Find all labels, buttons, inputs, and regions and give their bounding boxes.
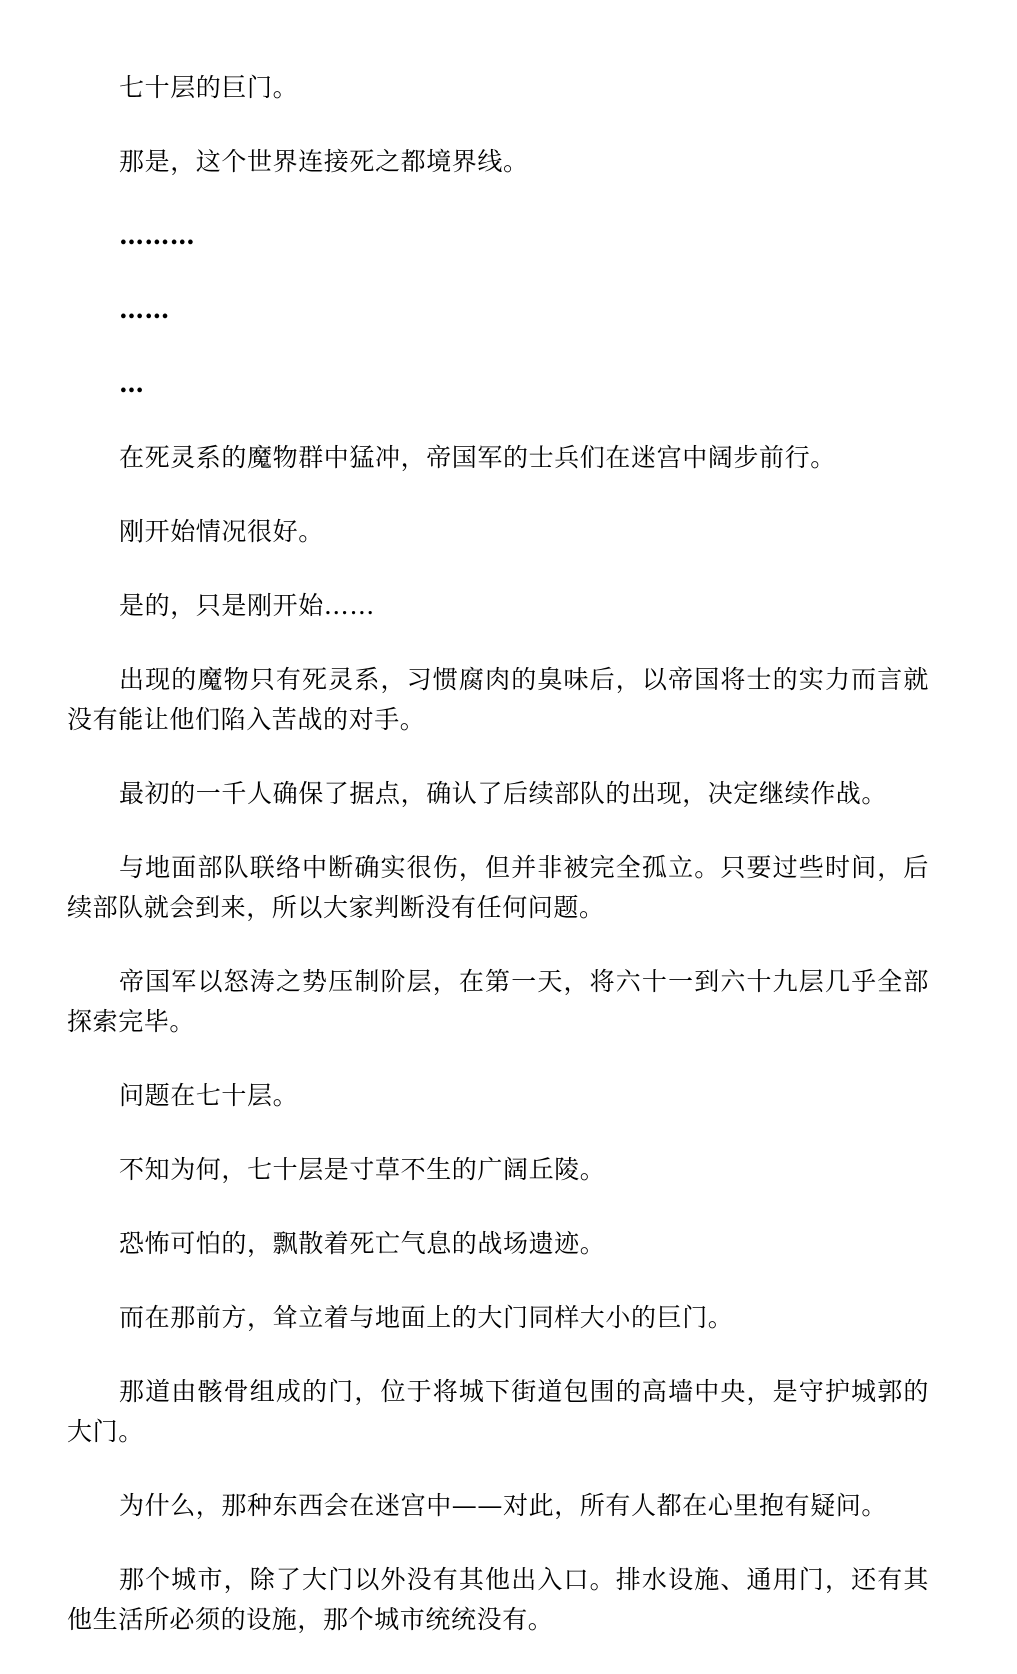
- ellipsis-line: ………: [119, 221, 196, 250]
- ellipsis-line: ……: [119, 295, 170, 324]
- paragraph: 那个城市，除了大门以外没有其他出入口。排水设施、通用门，还有其他生活所必须的设施，那个城市统统没有。: [67, 1565, 929, 1634]
- paragraph: 出现的魔物只有死灵系，习惯腐肉的臭味后，以帝国将士的实力而言就没有能让他们陷入苦战的对手。: [67, 665, 929, 734]
- paragraph: 与地面部队联络中断确实很伤，但并非被完全孤立。只要过些时间，后续部队就会到来，所以大家判断没有任何问题。: [67, 853, 929, 922]
- paragraph: 恐怖可怕的，飘散着死亡气息的战场遗迹。: [119, 1229, 606, 1258]
- paragraph: 那是，这个世界连接死之都境界线。: [119, 147, 529, 176]
- paragraph: 是的，只是刚开始……: [119, 591, 376, 620]
- paragraph: 不知为何，七十层是寸草不生的广阔丘陵。: [119, 1155, 606, 1184]
- paragraph: 七十层的巨门。: [119, 73, 299, 102]
- body-text: [67, 68, 929, 1674]
- paragraph: 刚开始情况很好。: [119, 517, 324, 546]
- paragraph: 在死灵系的魔物群中猛冲，帝国军的士兵们在迷宫中阔步前行。: [119, 443, 836, 472]
- paragraph: 问题在七十层。: [119, 1081, 299, 1110]
- paragraph: 为什么，那种东西会在迷宫中——对此，所有人都在心里抱有疑问。: [119, 1491, 888, 1520]
- paragraph: 最初的一千人确保了据点，确认了后续部队的出现，决定继续作战。: [119, 779, 888, 808]
- paragraph: 而在那前方，耸立着与地面上的大门同样大小的巨门。: [119, 1303, 734, 1332]
- paragraph: 帝国军以怒涛之势压制阶层，在第一天，将六十一到六十九层几乎全部探索完毕。: [67, 967, 929, 1036]
- paragraph: 那道由骸骨组成的门，位于将城下街道包围的高墙中央，是守护城郭的大门。: [67, 1377, 929, 1446]
- ellipsis-line: …: [119, 369, 145, 398]
